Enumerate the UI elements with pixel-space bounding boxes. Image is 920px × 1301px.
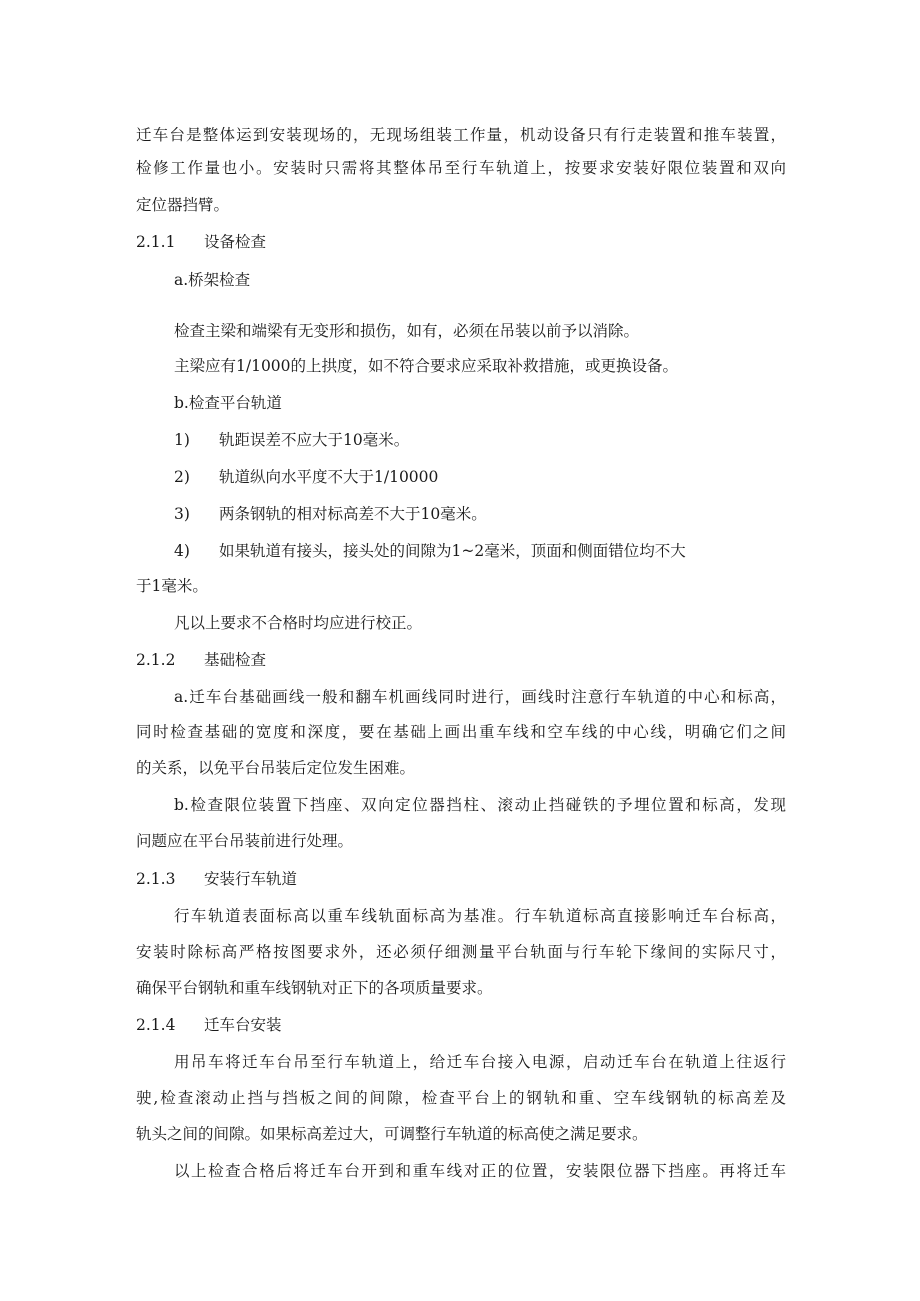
foundation-paragraph-b-line-2: 问题应在平台吊装前进行处理。 xyxy=(136,832,354,850)
track-paragraph-line-1: 行车轨道表面标高以重车线轨面标高为基准。行车轨道标高直接影响迁车台标高， xyxy=(174,907,786,925)
foundation-paragraph-a-line-1: a.迁车台基础画线一般和翻车机画线同时进行，画线时注意行车轨道的中心和标高， xyxy=(174,688,786,706)
track-paragraph-line-3: 确保平台钢轨和重车线钢轨对正下的各项质量要求。 xyxy=(136,979,493,997)
foundation-paragraph-b-line-1: b.检查限位装置下挡座、双向定位器挡柱、滚动止挡碰铁的予埋位置和标高，发现 xyxy=(174,796,786,814)
camber-paragraph: 主梁应有1/1000的上拱度，如不符合要求应采取补救措施，或更换设备。 xyxy=(174,357,679,375)
track-paragraph-line-2: 安装时除标高严格按图要求外，还必须仔细测量平台轨面与行车轮下缘间的实际尺寸， xyxy=(136,943,786,961)
section-number-2-1-2: 2.1.2 xyxy=(136,651,176,669)
list-item-continuation: 于1毫米。 xyxy=(136,577,208,595)
install-paragraph-a-line-1: 用吊车将迁车台吊至行车轨道上，给迁车台接入电源，启动迁车台在轨道上往返行 xyxy=(174,1053,786,1071)
check-beam-paragraph: 检查主梁和端梁有无变形和损伤，如有，必须在吊装以前予以消除。 xyxy=(174,322,640,340)
section-number-2-1-4: 2.1.4 xyxy=(136,1016,176,1034)
subheading-platform-track: b.检查平台轨道 xyxy=(174,394,282,412)
install-paragraph-b-line-1: 以上检查合格后将迁车台开到和重车线对正的位置，安装限位器下挡座。再将迁车 xyxy=(174,1162,786,1180)
list-item-text: 轨道纵向水平度不大于1/10000 xyxy=(219,468,439,486)
section-number-2-1-1: 2.1.1 xyxy=(136,233,176,251)
install-paragraph-a-line-2: 驶,检查滚动止挡与挡板之间的间隙，检查平台上的钢轨和重、空车线钢轨的标高差及 xyxy=(136,1089,786,1107)
list-item-number: 1) xyxy=(174,431,190,449)
foundation-paragraph-a-line-2: 同时检查基础的宽度和深度，要在基础上画出重车线和空车线的中心线，明确它们之间 xyxy=(136,723,786,741)
intro-line-2: 检修工作量也小。安装时只需将其整体吊至行车轨道上，按要求安装好限位装置和双向 xyxy=(136,159,786,177)
intro-line-1: 迁车台是整体运到安装现场的，无现场组装工作量，机动设备只有行走装置和推车装置， xyxy=(136,126,786,144)
foundation-paragraph-a-line-3: 的关系，以免平台吊装后定位发生困难。 xyxy=(136,759,416,777)
subheading-bridge-check: a.桥架检查 xyxy=(174,271,251,289)
install-paragraph-a-line-3: 轨头之间的间隙。如果标高差过大，可调整行车轨道的标高使之满足要求。 xyxy=(136,1125,648,1143)
section-title-equipment-check: 设备检查 xyxy=(204,233,267,251)
list-item-number: 3) xyxy=(174,505,190,523)
list-item-text: 轨距误差不应大于10毫米。 xyxy=(219,431,410,449)
list-item-text: 如果轨道有接头，接头处的间隙为1~2毫米，顶面和侧面错位均不大 xyxy=(219,542,686,560)
correction-paragraph: 凡以上要求不合格时均应进行校正。 xyxy=(174,614,423,632)
section-number-2-1-3: 2.1.3 xyxy=(136,870,176,888)
section-title-install-track: 安装行车轨道 xyxy=(204,870,298,888)
list-item-number: 2) xyxy=(174,468,190,486)
section-title-transfer-car-install: 迁车台安装 xyxy=(204,1016,282,1034)
intro-line-3: 定位器挡臂。 xyxy=(136,196,230,214)
list-item-number: 4) xyxy=(174,542,190,560)
section-title-foundation-check: 基础检查 xyxy=(204,651,267,669)
list-item-text: 两条钢轨的相对标高差不大于10毫米。 xyxy=(219,505,487,523)
